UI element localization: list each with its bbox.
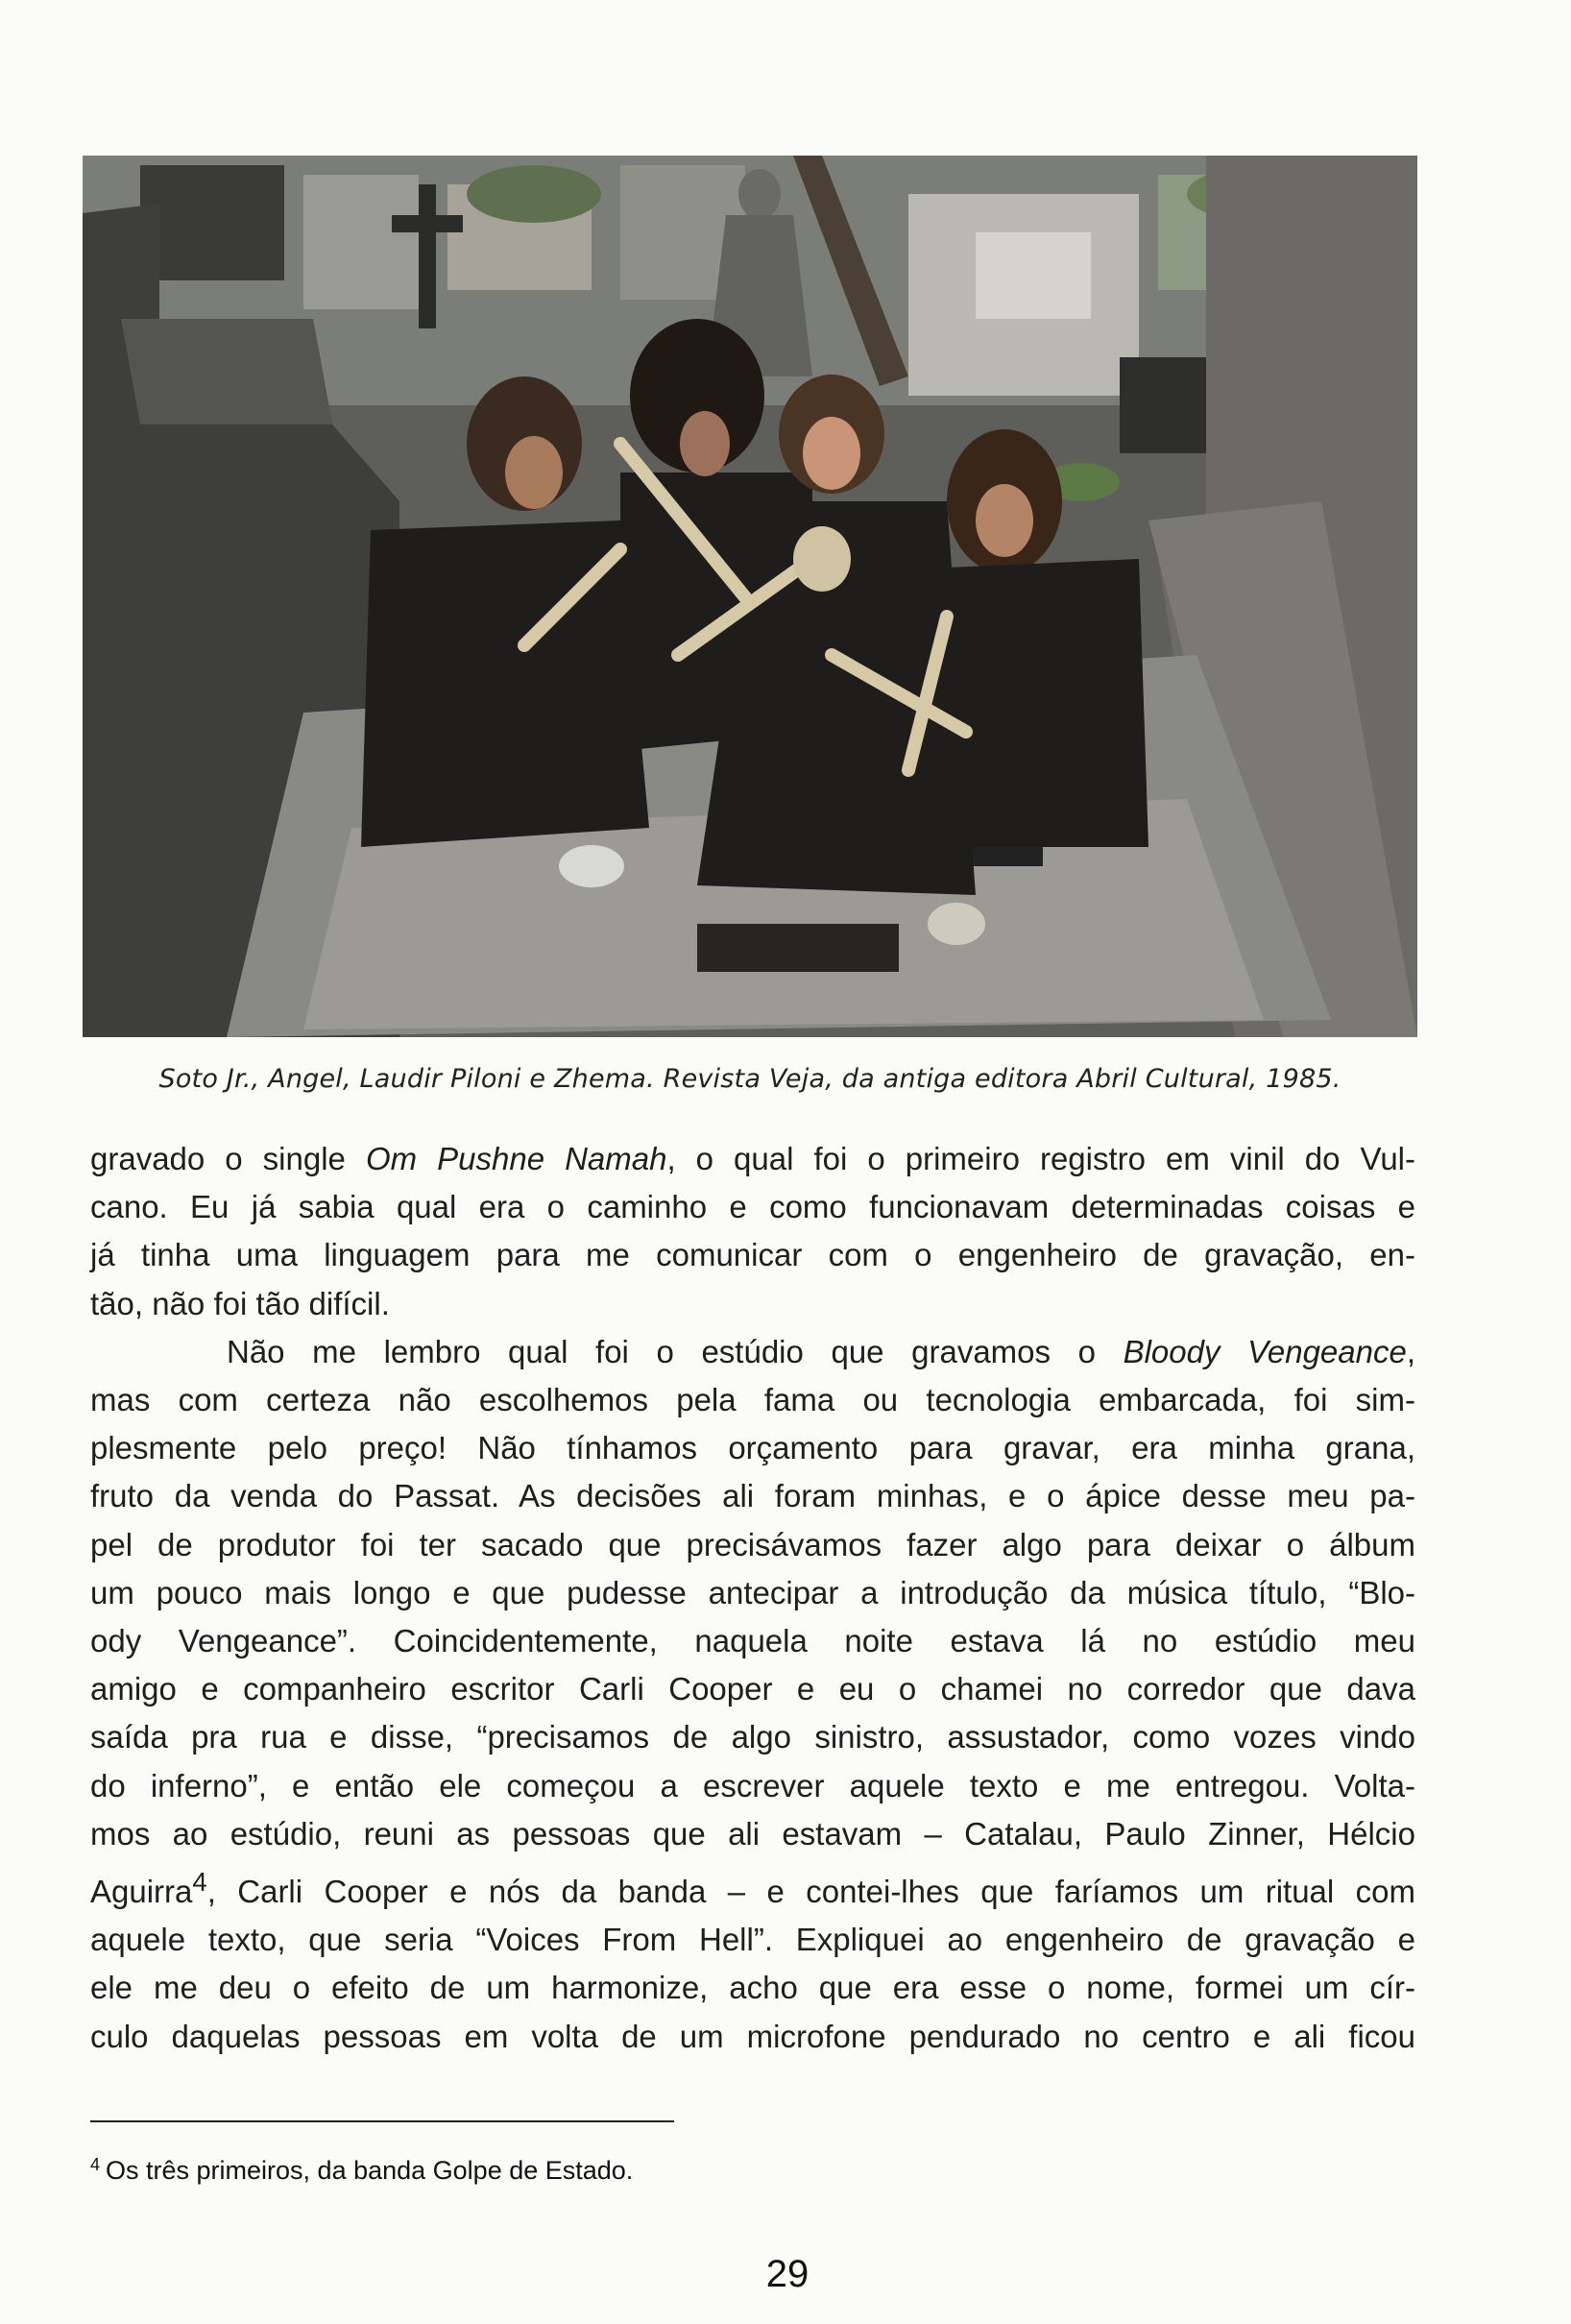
text-run: , <box>1406 1333 1416 1369</box>
text-line: plesmente pelo preço! Não tínhamos orçamento para gravar, era minha grana, <box>90 1430 1415 1466</box>
text-line: mos ao estúdio, reuni as pessoas que ali estavam – Catalau, Paulo Zinner, Hélcio <box>90 1815 1415 1852</box>
text-run: Não me lembro qual foi o estúdio que gravamos o <box>227 1333 1124 1369</box>
text-line <box>90 1858 1415 1916</box>
footnote-divider <box>90 2120 674 2122</box>
page-number: 29 <box>765 2253 810 2295</box>
text-run: Aguirra <box>90 1874 193 1910</box>
text-line: tão, não foi tão difícil. <box>90 1285 390 1321</box>
text-run: gravado o single <box>90 1141 366 1176</box>
band-photo <box>83 156 1417 1037</box>
text-line: já tinha uma linguagem para me comunicar com o engenheiro de gravação, en- <box>90 1237 1415 1273</box>
text-line: do inferno”, e então ele começou a escrever aquele texto e me entregou. Volta- <box>90 1767 1415 1804</box>
text-run: , Carli Cooper e nós da banda – e contei-lhes que faríamos um ritual com <box>206 1874 1415 1910</box>
footnote-reference[interactable]: 4 <box>192 1867 207 1898</box>
text-line <box>90 1135 1415 1183</box>
text-line: mas com certeza não escolhemos pela fama ou tecnologia embarcada, foi sim- <box>90 1382 1415 1418</box>
text-line: saída pra rua e disse, “precisamos de algo sinistro, assustador, como vozes vindo <box>90 1719 1415 1755</box>
photo-caption: Soto Jr., Angel, Laudir Piloni e Zhema. Revista Veja, da antiga editora Abril Cultural, 1985. <box>158 1064 1341 1094</box>
text-line: ody Vengeance”. Coincidentemente, naquela noite estava lá no estúdio meu <box>90 1623 1415 1659</box>
band-photo-illustration <box>83 156 1417 1037</box>
footnote-text: Os três primeiros, da banda Golpe de Estado. <box>106 2156 634 2185</box>
single-title: Om Pushne Namah <box>365 1141 667 1176</box>
text-line <box>90 1328 1415 1376</box>
text-line: fruto da venda do Passat. As decisões ali foram minhas, e o ápice desse meu pa- <box>90 1478 1415 1514</box>
text-line: amigo e companheiro escritor Carli Cooper e eu o chamei no corredor que dava <box>90 1671 1415 1707</box>
footnote <box>90 2155 633 2186</box>
text-line: um pouco mais longo e que pudesse antecipar a introdução da música título, “Blo- <box>90 1574 1415 1610</box>
text-line: pel de produtor foi ter sacado que precisávamos fazer algo para deixar o álbum <box>90 1526 1415 1562</box>
album-title: Bloody Vengeance <box>1123 1333 1407 1369</box>
text-line: cano. Eu já sabia qual era o caminho e como funcionavam determinadas coisas e <box>90 1189 1415 1225</box>
text-line: culo daquelas pessoas em volta de um microfone pendurado no centro e ali ficou <box>90 2018 1415 2054</box>
text-line: aquele texto, que seria “Voices From Hell”. Expliquei ao engenheiro de gravação e <box>90 1922 1415 1958</box>
text-run: , o qual foi o primeiro registro em vinil do Vul- <box>666 1141 1415 1176</box>
body-text <box>90 1135 1415 2061</box>
footnote-marker: 4 <box>90 2155 101 2174</box>
text-line: ele me deu o efeito de um harmonize, acho que era esse o nome, formei um cír- <box>90 1970 1415 2006</box>
